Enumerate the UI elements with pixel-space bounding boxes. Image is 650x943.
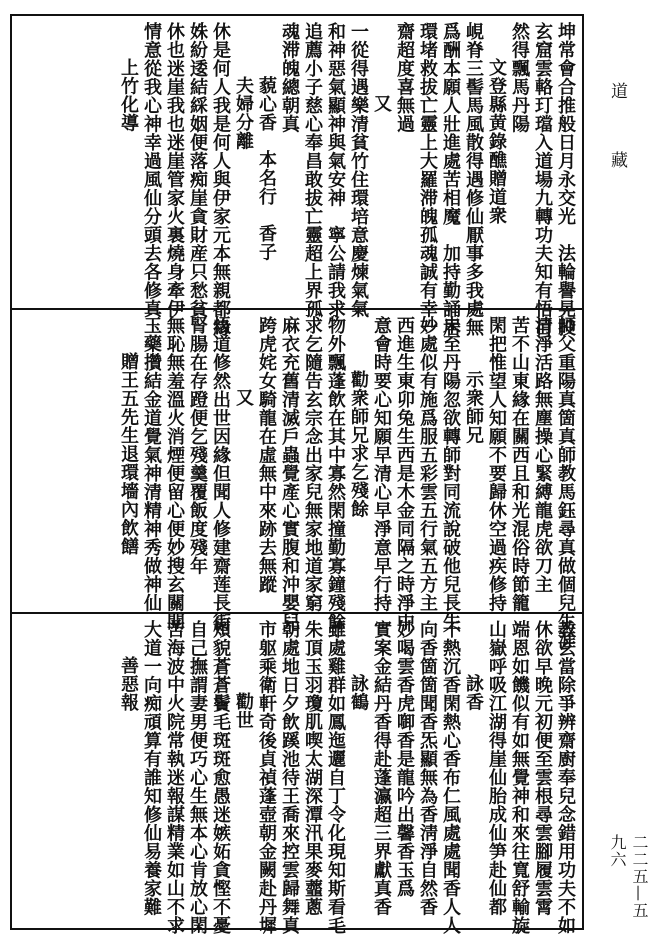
text-column: 師父重陽真箇真師教馬鈺尋真做個兒生涯 — [555, 316, 576, 649]
collection-title: 道 藏 — [607, 82, 627, 174]
text-column: 坤常會合推般日月永交光 法輪譽晃投 — [555, 22, 576, 337]
text-column: 頰貌蒼蒼鬢毛斑斑愈愚迷嫉妬貪慳不憂 — [210, 620, 231, 935]
text-column: 休是何人我是何人與伊家元本無親都緣 — [210, 22, 231, 337]
text-column: 麻衣充舊清滅戶蟲覺產心實腹和沖嬰兒 — [279, 316, 300, 631]
text-column: 休欲早晚元初便至雲根尋雲腳履雲霄 — [532, 620, 553, 916]
text-column: 苦不山東緣在關西且和光混俗時節籠 — [509, 316, 530, 612]
text-column: 朝處地日夕飲蹊池待王喬來控雲歸舞真 — [279, 620, 300, 935]
text-column: 一從得遇樂清貧竹住環培意慶煉氣氣 — [348, 22, 369, 318]
text-column: 閑把惟望人知願不要歸休空過疾修持 — [486, 316, 507, 612]
text-section-middle — [22, 316, 576, 649]
text-column: 示衆師兄 — [463, 370, 484, 444]
text-column: 市躯乘衛軒奇後貞禎蓬壺朝金闕赴丹墀 — [256, 620, 277, 935]
text-column: 爲酬本願人壯進處苦相魔 加持勤誦居 — [440, 22, 461, 337]
text-column: 魂滞魄總朝真 — [279, 22, 300, 133]
section-divider — [10, 308, 584, 310]
text-column: 不熱沉香閑熱心香布仁風處處聞香人人 — [440, 620, 461, 935]
text-column: 追薦小子慈心奉昌敢拔亡靈超上界孤 — [302, 22, 323, 318]
text-column: 山嶽呼吸江湖得崖仙胎成仙笋赴仙都 — [486, 620, 507, 916]
text-column: 文登縣黄錄醮贈道衆 — [486, 58, 507, 225]
text-column: 向香箇箇聞香炁顯無為香淸淨自然香 — [417, 620, 438, 916]
text-column: 玉藥攢結金道覺氣神清精神秀做神仙 — [141, 316, 162, 612]
text-column: 又 — [371, 94, 392, 113]
text-column: 苦海波中火院常執迷報謀精業如山不求 — [164, 620, 185, 935]
text-column: 無恥無羞溫火消煙便留心便妙搜玄關開 — [164, 316, 185, 631]
text-column: 贈王五先生退環墻內飲饍 — [118, 352, 139, 556]
text-column: 清淨活路無塵操心緊縛龍虎欲刀主 — [532, 316, 553, 594]
text-section-top — [22, 22, 576, 337]
text-column: 妙處似有施爲服五彩雲五行氣五方主 — [417, 316, 438, 612]
text-column: 姝紛逶結綵姻便落痴崖貪財産只愁貧 — [187, 22, 208, 318]
text-column: 休也迷崖我也迷崖管家火裏燒身牽伊 — [164, 22, 185, 318]
text-column: 自己撫謂妻男便巧心生無本心肯放心閑 — [187, 620, 208, 935]
text-column: 物外飄蓬飲在其中寡然閑撞勤寡鐘殘餘 — [325, 316, 346, 631]
text-column: 未至丹陽忽欲轉師對同流說破他兒長生 — [440, 316, 461, 631]
text-column: 腎腸在存蹬便乞殘羹覆飯度殘年 — [187, 316, 208, 575]
text-column: 詠鶴 — [348, 674, 369, 711]
text-column: 詠香 — [463, 674, 484, 711]
text-column: 善惡報 — [118, 656, 139, 712]
text-column: 藐心香 本名行 香子 — [256, 76, 277, 261]
right-margin — [598, 14, 649, 930]
text-column: 峴脊三髻馬風散得遇修仙厭事多我處無 — [463, 22, 484, 337]
text-column: 西進生東卯兔生西是木金同隔之時淨中 — [394, 316, 415, 631]
text-column: 實案金結丹香得赴蓬瀛超三界獻真香 — [371, 620, 392, 916]
text-column: 然得飄馬丹陽 — [509, 22, 530, 133]
text-column: 又 — [233, 388, 254, 407]
text-column: 朱頂玉羽瓊肌喫太湖深潭汛果麥虀蔥 — [302, 620, 323, 916]
text-column: 和神惡氣顯神與氣安神 寧公請我求 — [325, 22, 346, 318]
text-column: 大道一向痴頑算有誰知修仙易養家難 — [141, 620, 162, 916]
text-column: 齋超度喜無過 — [394, 22, 415, 133]
text-column: 情意從我心神幸過風仙分頭去各修真 — [141, 22, 162, 318]
text-column: 求乞隨告玄宗念出家兒無家地道家窮 — [302, 316, 323, 612]
text-column: 環堵救拔亡靈上大羅滞魄孤魂誠有幸一 — [417, 22, 438, 337]
page-number: 二二五—五九六 — [608, 834, 649, 919]
text-column: 妙喝雲香虎啣香是龍吟出馨香玉爲 — [394, 620, 415, 898]
text-column: 勸衆師兄求乞殘餘 — [348, 370, 369, 518]
text-column: 勸世 — [233, 692, 254, 729]
text-column: 玄窟雲輅玎璫入道場九轉功夫知有悟目 — [532, 22, 553, 337]
text-column: 意會時要心知願早清心早淨意早行持 — [371, 316, 392, 612]
text-column: 上竹化導 — [118, 58, 139, 132]
text-column: 端恩如饑似有如無覺神和來往寬舒輸旋 — [509, 620, 530, 935]
text-section-bottom — [22, 620, 576, 935]
text-column: 教玄當除爭辨齋廚奉兒念錯用功夫不如 — [555, 620, 576, 935]
text-column: 悟道修然出世因緣但聞人修建齋莲長街 — [210, 316, 231, 631]
text-column: 跨虎姹女騎龍在虛無中來跡去無蹤 — [256, 316, 277, 594]
text-column: 雖處雞群如鳳迤邐自丁令化現知斯看毛 — [325, 620, 346, 935]
text-column: 夫婦分離 — [233, 76, 254, 150]
